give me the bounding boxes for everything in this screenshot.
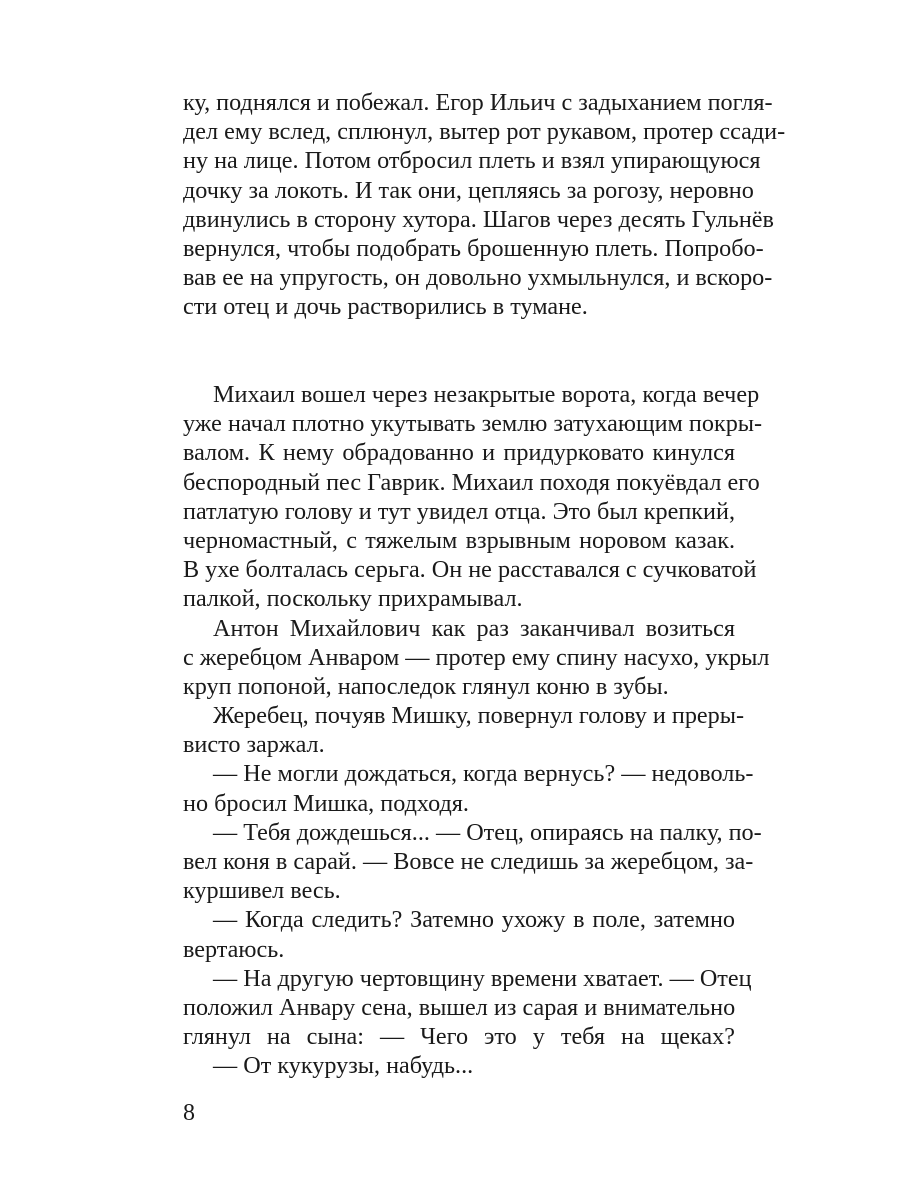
- text-line: Жеребец, почуяв Мишку, повернул голову и преры-: [213, 702, 745, 730]
- text-line: дел ему вслед, сплюнул, вытер рот рукавом, протер ссади-: [183, 118, 786, 146]
- text-line: — Когда следить? Затемно ухожу в поле, затемно: [213, 906, 735, 934]
- text-block-top: [183, 88, 786, 322]
- text-line: — Тебя дождешься... — Отец, опираясь на палку, по-: [213, 818, 762, 846]
- text-line: глянул на сына: — Чего это у тебя на щеках?: [183, 1023, 735, 1051]
- text-line: ну на лице. Потом отбросил плеть и взял упирающуюся: [183, 147, 761, 175]
- text-line: Михаил вошел через незакрытые ворота, когда вечер: [213, 381, 760, 408]
- page-number: 8: [183, 1100, 195, 1126]
- text-line: ку, поднялся и побежал. Егор Ильич с задыханием погля-: [183, 89, 773, 116]
- text-line: — Не могли дождаться, когда вернусь? — недоволь-: [213, 760, 754, 788]
- text-line: с жеребцом Анваром — протер ему спину насухо, укрыл: [183, 643, 770, 671]
- text-line: круп попоной, напоследок глянул коню в зубы.: [183, 672, 669, 700]
- text-line: дочку за локоть. И так они, цепляясь за рогозу, неровно: [183, 176, 754, 204]
- text-line: двинулись в сторону хутора. Шагов через десять Гульнёв: [183, 205, 774, 233]
- text-line: висто заржал.: [183, 731, 325, 759]
- text-line: куршивел весь.: [183, 877, 341, 905]
- text-line: вернулся, чтобы подобрать брошенную плеть. Попробо-: [183, 234, 764, 262]
- text-line: вел коня в сарай. — Вовсе не следишь за жеребцом, за-: [183, 848, 754, 875]
- text-line: черномастный, с тяжелым взрывным норовом казак.: [183, 526, 735, 554]
- text-line: уже начал плотно укутывать землю затухающим покры-: [183, 410, 763, 438]
- text-line: патлатую голову и тут увидел отца. Это был крепкий,: [183, 497, 735, 525]
- text-line: беспородный пес Гаврик. Михаил походя покуёвдал его: [183, 468, 760, 496]
- text-line: но бросил Мишка, подходя.: [183, 789, 469, 817]
- text-line: вертаюсь.: [183, 935, 285, 963]
- text-line: вав ее на упругость, он довольно ухмыльнулся, и вскоро-: [183, 264, 773, 292]
- text-line: положил Анвару сена, вышел из сарая и внимательно: [183, 993, 736, 1021]
- text-line: В ухе болталась серьга. Он не расставался с сучковатой: [183, 556, 757, 584]
- text-line: сти отец и дочь растворились в тумане.: [183, 293, 588, 321]
- text-line: валом. К нему обрадованно и придурковато кинулся: [183, 439, 735, 467]
- text-line: Антон Михайлович как раз заканчивал возиться: [213, 614, 735, 642]
- text-line: — На другую чертовщину времени хватает. — Отец: [213, 964, 752, 992]
- text-block-main: [183, 380, 770, 1081]
- text-line: — От кукурузы, набудь...: [213, 1052, 474, 1080]
- text-line: палкой, поскольку прихрамывал.: [183, 585, 523, 613]
